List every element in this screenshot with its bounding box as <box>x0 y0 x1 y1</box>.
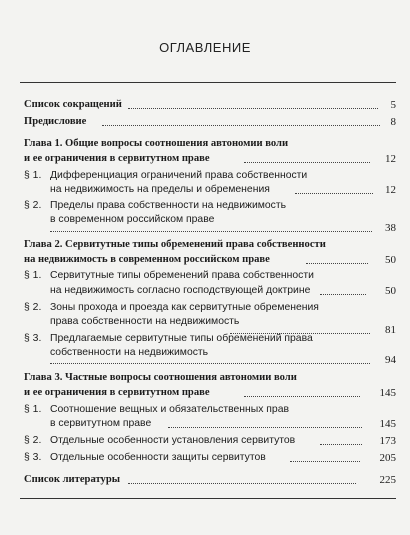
ch3-sec2-page[interactable]: 173 <box>379 435 396 447</box>
toc-abbreviations-page[interactable]: 5 <box>390 99 396 111</box>
chapter3-title-line1[interactable]: Глава 3. Частные вопросы соотношения автономии воли <box>24 372 297 383</box>
ch3-sec3-line1[interactable]: Отдельные особенности защиты сервитутов <box>50 452 266 463</box>
top-rule <box>20 82 396 83</box>
chapter2-page[interactable]: 50 <box>385 254 396 266</box>
chapter3-page[interactable]: 145 <box>379 387 396 399</box>
leader-dots <box>50 363 370 364</box>
chapter2-title-line1[interactable]: Глава 2. Сервитутные типы обременений права собственности <box>24 239 326 250</box>
ch2-sec2-line1[interactable]: Зоны прохода и проезда как сервитутные обременения <box>50 302 319 313</box>
leader-dots <box>128 483 356 484</box>
section-number: § 2. <box>24 200 42 211</box>
chapter1-title-line1[interactable]: Глава 1. Общие вопросы соотношения автономии воли <box>24 138 289 149</box>
section-number: § 3. <box>24 452 42 463</box>
ch3-sec3-page[interactable]: 205 <box>379 452 396 464</box>
leader-dots <box>128 108 378 109</box>
ch2-sec3-line2[interactable]: собственности на недвижимость <box>50 347 209 358</box>
toc-title: ОГЛАВЛЕНИЕ <box>159 40 251 55</box>
section-number: § 1. <box>24 404 42 415</box>
toc-abbreviations-label[interactable]: Список сокращений <box>24 99 122 110</box>
toc-bibliography-label[interactable]: Список литературы <box>24 474 121 485</box>
ch1-sec2-line1[interactable]: Пределы права собственности на недвижимость <box>50 200 287 211</box>
bottom-rule <box>20 498 396 499</box>
ch1-sec2-page[interactable]: 38 <box>385 222 396 234</box>
ch3-sec2-line1[interactable]: Отдельные особенности установления сервитутов <box>50 435 296 446</box>
ch2-sec2-line2[interactable]: права собственности на недвижимость <box>50 316 240 327</box>
chapter3-title-line2[interactable]: и ее ограничения в сервитутном праве <box>24 387 210 398</box>
ch3-sec1-page[interactable]: 145 <box>379 418 396 430</box>
chapter2-title-line2[interactable]: на недвижимость в современном российском праве <box>24 254 270 265</box>
ch2-sec3-line1[interactable]: Предлагаемые сервитутные типы обременений права <box>50 333 313 344</box>
section-number: § 1. <box>24 270 42 281</box>
chapter1-title-line2[interactable]: и ее ограничения в сервитутном праве <box>24 153 210 164</box>
ch3-sec1-line1[interactable]: Соотношение вещных и обязательственных прав <box>50 404 290 415</box>
toc-preface-page[interactable]: 8 <box>390 116 396 128</box>
leader-dots <box>168 427 362 428</box>
ch1-sec1-line1[interactable]: Дифференциация ограничений права собственности <box>50 170 308 181</box>
chapter1-page[interactable]: 12 <box>385 153 396 165</box>
leader-dots <box>290 461 360 462</box>
leader-dots <box>50 231 372 232</box>
ch2-sec2-page[interactable]: 81 <box>385 324 396 336</box>
leader-dots <box>102 125 380 126</box>
section-number: § 2. <box>24 435 42 446</box>
leader-dots <box>244 396 360 397</box>
ch3-sec1-line2[interactable]: в сервитутном праве <box>50 418 152 429</box>
ch1-sec1-line2[interactable]: на недвижимость на пределы и обременения <box>50 184 270 195</box>
ch2-sec1-page[interactable]: 50 <box>385 285 396 297</box>
section-number: § 3. <box>24 333 42 344</box>
toc-bibliography-page[interactable]: 225 <box>379 474 396 486</box>
section-number: § 1. <box>24 170 42 181</box>
leader-dots <box>244 162 370 163</box>
ch1-sec2-line2[interactable]: в современном российском праве <box>50 214 215 225</box>
toc-preface-label[interactable]: Предисловие <box>24 116 87 127</box>
ch2-sec3-page[interactable]: 94 <box>385 354 396 366</box>
ch2-sec1-line2[interactable]: на недвижимость согласно господствующей доктрине <box>50 285 311 296</box>
ch1-sec1-page[interactable]: 12 <box>385 184 396 196</box>
section-number: § 2. <box>24 302 42 313</box>
ch2-sec1-line1[interactable]: Сервитутные типы обременений права собственности <box>50 270 314 281</box>
